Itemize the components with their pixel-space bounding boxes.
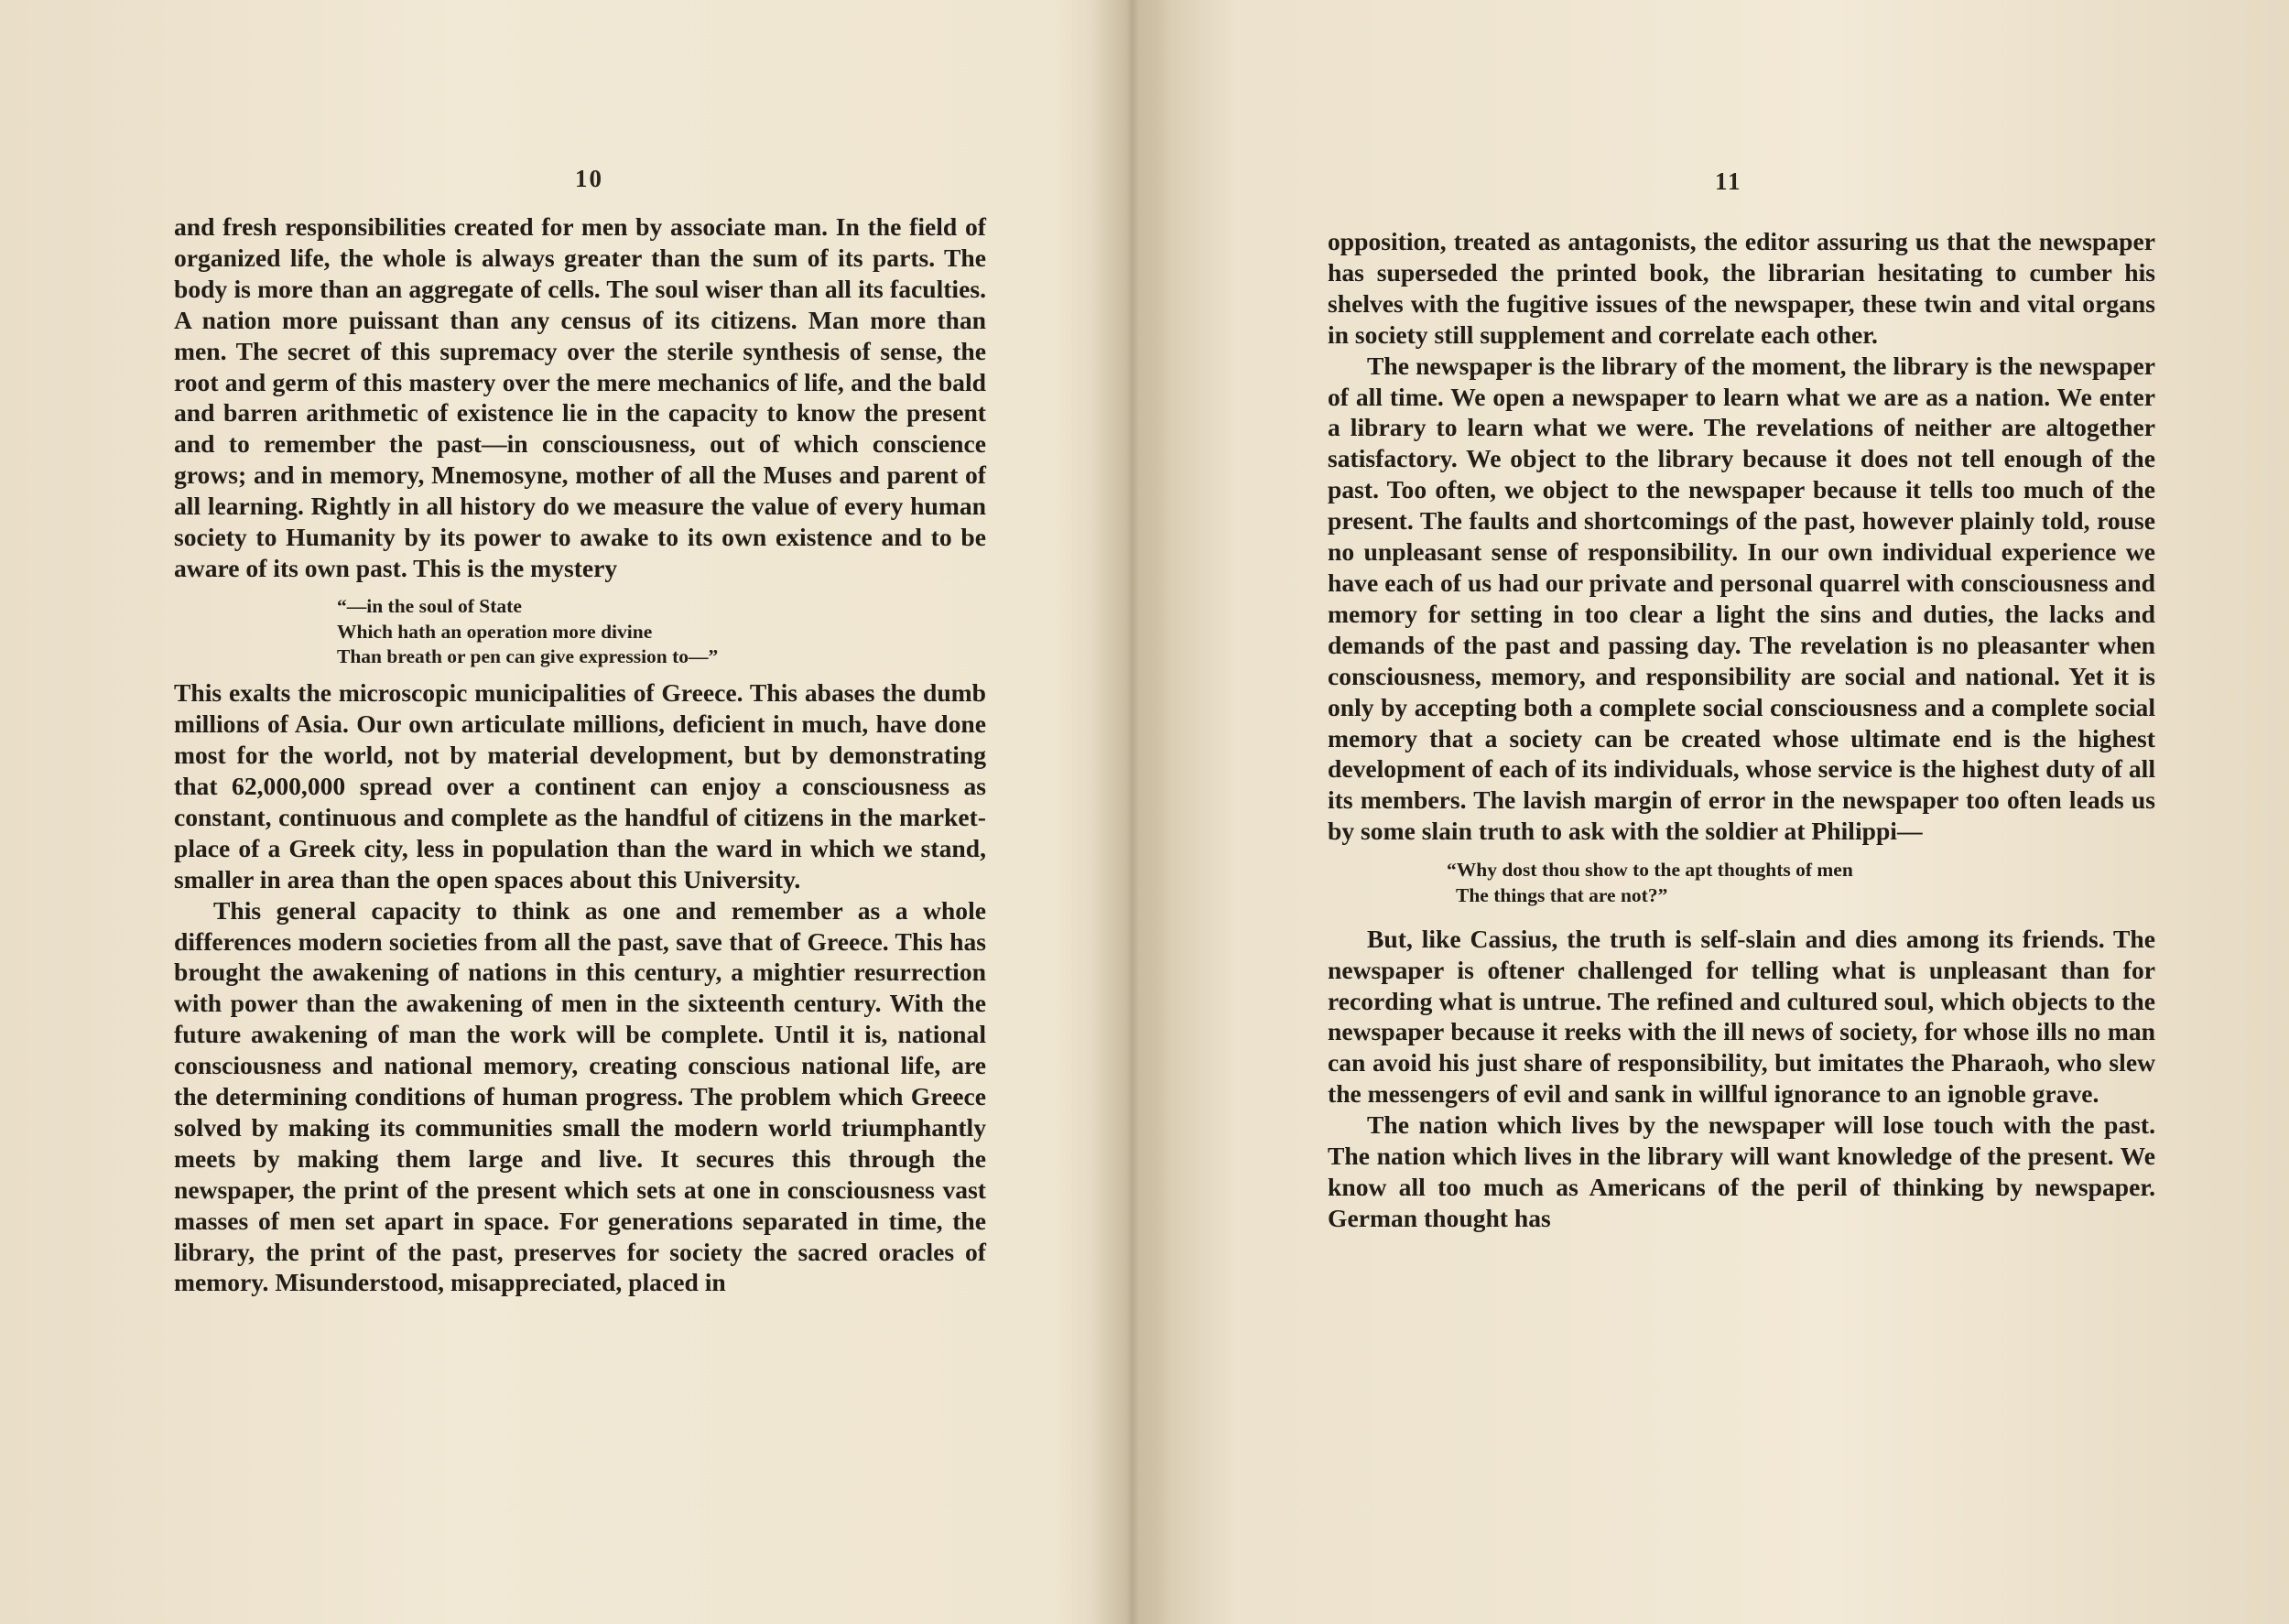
paragraph: But, like Cassius, the truth is self-slain and dies among its friends. The newspaper is oftener challenged for telling what is unpleasant than for recording what is untrue. The refined and cultured soul, which objects to the newspaper because it reeks with the ill news of society, for whose ills no man can avoid his just share of responsibility, but imitates the Pharaoh, who slew the messengers of evil and sank in willful ignorance to an ignoble grave. bbox=[1328, 924, 2155, 1109]
paragraph: This exalts the microscopic municipalities of Greece. This abases the dumb millions of Asia. Our own articulate millions, deficient in much, have done most for the world, not by material development, but by demonstrating that 62,000,000 spread over a continent can enjoy a consciousness as constant, continuous and complete as the handful of citizens in the market-place of a Greek city, less in population than the ward in which we stand, smaller in area than the open spaces about this University. bbox=[174, 678, 986, 893]
quote-line: “Why dost thou show to the apt thoughts of men bbox=[1447, 859, 1853, 882]
page-number: 10 bbox=[575, 165, 603, 192]
verse-quote bbox=[1328, 847, 2155, 924]
paragraph: The nation which lives by the newspaper will lose touch with the past. The nation which lives in the library will want knowledge of the present. We know all too much as Americans of the peril of thinking by newspaper. German thought has bbox=[1328, 1110, 2155, 1232]
quote-line: Which hath an operation more divine bbox=[337, 620, 653, 643]
right-page bbox=[1163, 0, 2289, 1624]
quote-line: The things that are not?” bbox=[1456, 883, 1668, 906]
body-text bbox=[174, 211, 986, 1298]
page-number: 11 bbox=[1715, 168, 1742, 195]
paragraph: and fresh responsibilities created for men by associate man. In the field of organized life, the whole is always greater than the sum of its parts. The body is more than an aggregate of cells. The soul wiser than all its faculties. A nation more puissant than any census of its citizens. Man more than men. The secret of this supremacy over the sterile synthesis of sense, the root and germ of this mastery over the mere mechanics of life, and the bald and barren arithmetic of existence lie in the capacity to know the present and to remember the past—in consciousness, out of which conscience grows; and in memory, Mnemosyne, mother of all the Muses and parent of all learning. Rightly in all history do we measure the value of every human society to Humanity by its power to awake to its own existence and to be aware of its own past. This is the mystery bbox=[174, 212, 986, 582]
paragraph: The newspaper is the library of the moment, the library is the newspaper of all time. We open a newspaper to learn what we are as a nation. We enter a library to learn what we were. The revelations of neither are altogether satisfactory. We object to the library because it does not tell enough of the past. Too often, we object to the newspaper because it tells too much of the present. The faults and shortcomings of the past, however plainly told, rouse no unpleasant sense of responsibility. In our own individual experience we have each of us had our private and personal quarrel with consciousness and memory for setting in too clear a light the sins and duties, the lacks and demands of the past and passing day. The revelation is no pleasanter when consciousness, memory, and responsibility are social and national. Yet it is only by accepting both a complete social consciousness and a complete social memory that a society can be created whose ultimate end is the highest development of each of its individuals, whose service is the highest duty of all its members. The lavish margin of error in the newspaper too often leads us by some slain truth to ask with the soldier at Philippi— bbox=[1328, 351, 2155, 846]
verse-quote bbox=[174, 584, 986, 677]
quote-line: Than breath or pen can give expression to—” bbox=[337, 645, 719, 668]
body-text bbox=[1328, 226, 2155, 1234]
paragraph: This general capacity to think as one and remember as a whole differences modern societies from all the past, save that of Greece. This has brought the awakening of nations in this century, a mightier resurrection with power than the awakening of men in the sixteenth century. With the future awakening of man the work will be complete. Until it is, national consciousness and national memory, creating conscious national life, are the determining conditions of human progress. The problem which Greece solved by making its communities small the modern world triumphantly meets by making them large and live. It secures this through the newspaper, the print of the present which sets at one in consciousness vast masses of men set apart in space. For generations separated in time, the library, the print of the past, preserves for society the sacred oracles of memory. Misunderstood, misappreciated, placed in bbox=[174, 895, 986, 1297]
quote-line: “—in the soul of State bbox=[337, 594, 522, 617]
paragraph: opposition, treated as antagonists, the editor assuring us that the newspaper has superseded the printed book, the librarian hesitating to cumber his shelves with the fugitive issues of the newspaper, these twin and vital organs in society still supplement and correlate each other. bbox=[1328, 227, 2155, 349]
